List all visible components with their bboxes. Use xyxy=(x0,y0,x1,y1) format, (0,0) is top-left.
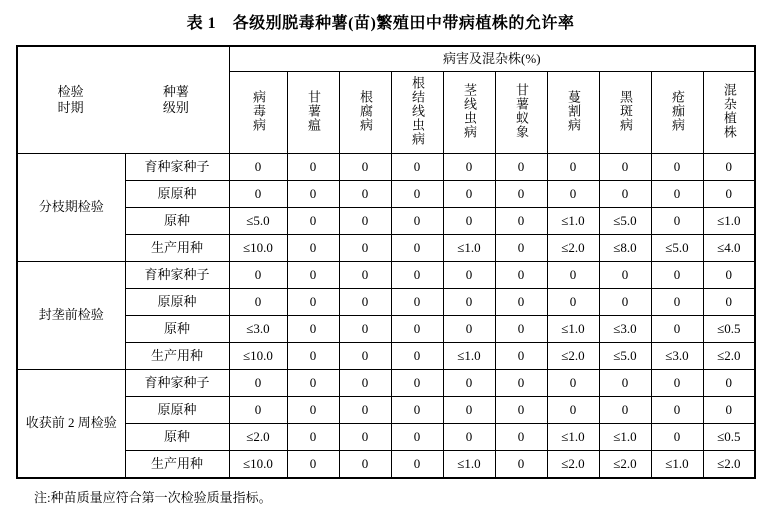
table-container xyxy=(0,45,761,479)
value-cell: 0 xyxy=(339,451,391,479)
table-row xyxy=(17,289,755,316)
corner-label-grade: 种薯 级别 xyxy=(162,83,189,115)
grade-cell: 育种家种子 xyxy=(125,262,229,289)
value-cell: ≤10.0 xyxy=(229,451,287,479)
value-cell: 0 xyxy=(495,343,547,370)
column-header-5: 茎线虫病 xyxy=(443,72,495,154)
value-cell: 0 xyxy=(495,424,547,451)
value-cell: 0 xyxy=(229,289,287,316)
table-row xyxy=(17,316,755,343)
value-cell: 0 xyxy=(547,154,599,181)
value-cell: 0 xyxy=(287,181,339,208)
value-cell: ≤4.0 xyxy=(703,235,755,262)
table-row xyxy=(17,208,755,235)
table-row xyxy=(17,262,755,289)
value-cell: 0 xyxy=(229,397,287,424)
value-cell: 0 xyxy=(339,316,391,343)
value-cell: ≤1.0 xyxy=(703,208,755,235)
value-cell: 0 xyxy=(287,370,339,397)
value-cell: ≤10.0 xyxy=(229,343,287,370)
value-cell: 0 xyxy=(339,397,391,424)
value-cell: 0 xyxy=(703,370,755,397)
grade-cell: 育种家种子 xyxy=(125,370,229,397)
value-cell: 0 xyxy=(443,289,495,316)
value-cell: 0 xyxy=(339,154,391,181)
value-cell: ≤1.0 xyxy=(547,316,599,343)
value-cell: 0 xyxy=(229,181,287,208)
value-cell: 0 xyxy=(547,370,599,397)
column-header-6: 甘薯蚁象 xyxy=(495,72,547,154)
table-row xyxy=(17,235,755,262)
value-cell: 0 xyxy=(651,424,703,451)
value-cell: 0 xyxy=(339,262,391,289)
value-cell: 0 xyxy=(599,154,651,181)
value-cell: 0 xyxy=(443,370,495,397)
value-cell: 0 xyxy=(391,316,443,343)
value-cell: 0 xyxy=(547,262,599,289)
value-cell: 0 xyxy=(651,154,703,181)
value-cell: 0 xyxy=(651,316,703,343)
value-cell: 0 xyxy=(287,262,339,289)
value-cell: 0 xyxy=(287,397,339,424)
value-cell: 0 xyxy=(339,343,391,370)
value-cell: ≤10.0 xyxy=(229,235,287,262)
value-cell: 0 xyxy=(547,397,599,424)
period-cell-2: 封垄前检验 xyxy=(17,262,125,370)
value-cell: 0 xyxy=(391,397,443,424)
value-cell: 0 xyxy=(229,262,287,289)
value-cell: 0 xyxy=(391,154,443,181)
value-cell: 0 xyxy=(547,289,599,316)
value-cell: ≤0.5 xyxy=(703,424,755,451)
column-header-4: 根结线虫病 xyxy=(391,72,443,154)
value-cell: 0 xyxy=(391,262,443,289)
value-cell: 0 xyxy=(495,235,547,262)
value-cell: ≤5.0 xyxy=(229,208,287,235)
value-cell: 0 xyxy=(443,208,495,235)
value-cell: 0 xyxy=(287,235,339,262)
value-cell: 0 xyxy=(599,181,651,208)
value-cell: 0 xyxy=(495,370,547,397)
grade-cell: 原原种 xyxy=(125,289,229,316)
column-header-9: 疮痂病 xyxy=(651,72,703,154)
value-cell: 0 xyxy=(391,424,443,451)
value-cell: ≤2.0 xyxy=(547,451,599,479)
value-cell: ≤2.0 xyxy=(229,424,287,451)
value-cell: ≤2.0 xyxy=(547,343,599,370)
grade-cell: 原种 xyxy=(125,316,229,343)
grade-cell: 原原种 xyxy=(125,397,229,424)
value-cell: ≤5.0 xyxy=(599,343,651,370)
value-cell: ≤2.0 xyxy=(703,451,755,479)
column-header-2: 甘薯瘟 xyxy=(287,72,339,154)
value-cell: 0 xyxy=(443,154,495,181)
grade-cell: 原原种 xyxy=(125,181,229,208)
value-cell: ≤2.0 xyxy=(547,235,599,262)
value-cell: 0 xyxy=(599,262,651,289)
value-cell: 0 xyxy=(495,208,547,235)
value-cell: 0 xyxy=(391,235,443,262)
value-cell: 0 xyxy=(703,289,755,316)
grade-cell: 育种家种子 xyxy=(125,154,229,181)
table-row xyxy=(17,397,755,424)
table-row xyxy=(17,343,755,370)
allowance-rate-table xyxy=(16,45,756,479)
grade-cell: 原种 xyxy=(125,208,229,235)
value-cell: 0 xyxy=(703,262,755,289)
table-row xyxy=(17,181,755,208)
value-cell: 0 xyxy=(391,451,443,479)
column-header-10: 混杂植株 xyxy=(703,72,755,154)
value-cell: ≤1.0 xyxy=(547,424,599,451)
value-cell: 0 xyxy=(391,343,443,370)
value-cell: ≤1.0 xyxy=(443,343,495,370)
page-title: 表 1 各级别脱毒种薯(苗)繁殖田中带病植株的允许率 xyxy=(186,15,575,32)
grade-cell: 生产用种 xyxy=(125,343,229,370)
value-cell: 0 xyxy=(495,154,547,181)
value-cell: 0 xyxy=(391,181,443,208)
value-cell: 0 xyxy=(287,289,339,316)
grade-cell: 生产用种 xyxy=(125,451,229,479)
value-cell: 0 xyxy=(547,181,599,208)
value-cell: ≤0.5 xyxy=(703,316,755,343)
value-cell: ≤2.0 xyxy=(703,343,755,370)
value-cell: 0 xyxy=(339,235,391,262)
value-cell: 0 xyxy=(651,181,703,208)
value-cell: 0 xyxy=(287,208,339,235)
value-cell: 0 xyxy=(651,397,703,424)
value-cell: 0 xyxy=(703,181,755,208)
value-cell: 0 xyxy=(443,424,495,451)
value-cell: ≤1.0 xyxy=(547,208,599,235)
value-cell: 0 xyxy=(495,181,547,208)
column-header-1: 病毒病 xyxy=(229,72,287,154)
column-header-7: 蔓割病 xyxy=(547,72,599,154)
value-cell: 0 xyxy=(599,397,651,424)
table-corner-header xyxy=(17,46,229,154)
corner-label-period: 检验 时期 xyxy=(57,83,84,115)
value-cell: 0 xyxy=(599,370,651,397)
value-cell: ≤5.0 xyxy=(651,235,703,262)
value-cell: ≤1.0 xyxy=(443,235,495,262)
value-cell: 0 xyxy=(339,289,391,316)
value-cell: ≤1.0 xyxy=(651,451,703,479)
value-cell: 0 xyxy=(443,262,495,289)
value-cell: 0 xyxy=(229,370,287,397)
value-cell: ≤3.0 xyxy=(599,316,651,343)
table-row xyxy=(17,424,755,451)
value-cell: 0 xyxy=(651,289,703,316)
value-cell: 0 xyxy=(495,397,547,424)
value-cell: 0 xyxy=(229,154,287,181)
value-cell: 0 xyxy=(651,262,703,289)
value-cell: ≤3.0 xyxy=(229,316,287,343)
value-cell: 0 xyxy=(495,451,547,479)
value-cell: 0 xyxy=(651,370,703,397)
value-cell: 0 xyxy=(287,451,339,479)
value-cell: ≤2.0 xyxy=(599,451,651,479)
period-cell-3: 收获前 2 周检验 xyxy=(17,370,125,479)
group-header-disease: 病害及混杂株(%) xyxy=(229,46,755,72)
value-cell: 0 xyxy=(339,370,391,397)
value-cell: 0 xyxy=(495,262,547,289)
value-cell: 0 xyxy=(287,316,339,343)
value-cell: 0 xyxy=(495,289,547,316)
value-cell: ≤5.0 xyxy=(599,208,651,235)
value-cell: 0 xyxy=(443,181,495,208)
value-cell: 0 xyxy=(651,208,703,235)
value-cell: 0 xyxy=(391,370,443,397)
value-cell: 0 xyxy=(391,289,443,316)
value-cell: 0 xyxy=(339,181,391,208)
value-cell: 0 xyxy=(391,208,443,235)
value-cell: 0 xyxy=(339,424,391,451)
value-cell: ≤8.0 xyxy=(599,235,651,262)
column-header-8: 黑斑病 xyxy=(599,72,651,154)
grade-cell: 原种 xyxy=(125,424,229,451)
table-note: 注:种苗质量应符合第一次检验质量指标。 xyxy=(34,490,272,505)
column-header-3: 根腐病 xyxy=(339,72,391,154)
table-row xyxy=(17,451,755,479)
value-cell: 0 xyxy=(703,397,755,424)
value-cell: 0 xyxy=(703,154,755,181)
value-cell: 0 xyxy=(495,316,547,343)
value-cell: 0 xyxy=(287,154,339,181)
value-cell: ≤1.0 xyxy=(599,424,651,451)
value-cell: 0 xyxy=(287,424,339,451)
table-row xyxy=(17,370,755,397)
value-cell: 0 xyxy=(287,343,339,370)
value-cell: ≤1.0 xyxy=(443,451,495,479)
value-cell: 0 xyxy=(599,289,651,316)
value-cell: ≤3.0 xyxy=(651,343,703,370)
value-cell: 0 xyxy=(443,316,495,343)
value-cell: 0 xyxy=(339,208,391,235)
period-cell-1: 分枝期检验 xyxy=(17,154,125,262)
grade-cell: 生产用种 xyxy=(125,235,229,262)
value-cell: 0 xyxy=(443,397,495,424)
table-row xyxy=(17,154,755,181)
